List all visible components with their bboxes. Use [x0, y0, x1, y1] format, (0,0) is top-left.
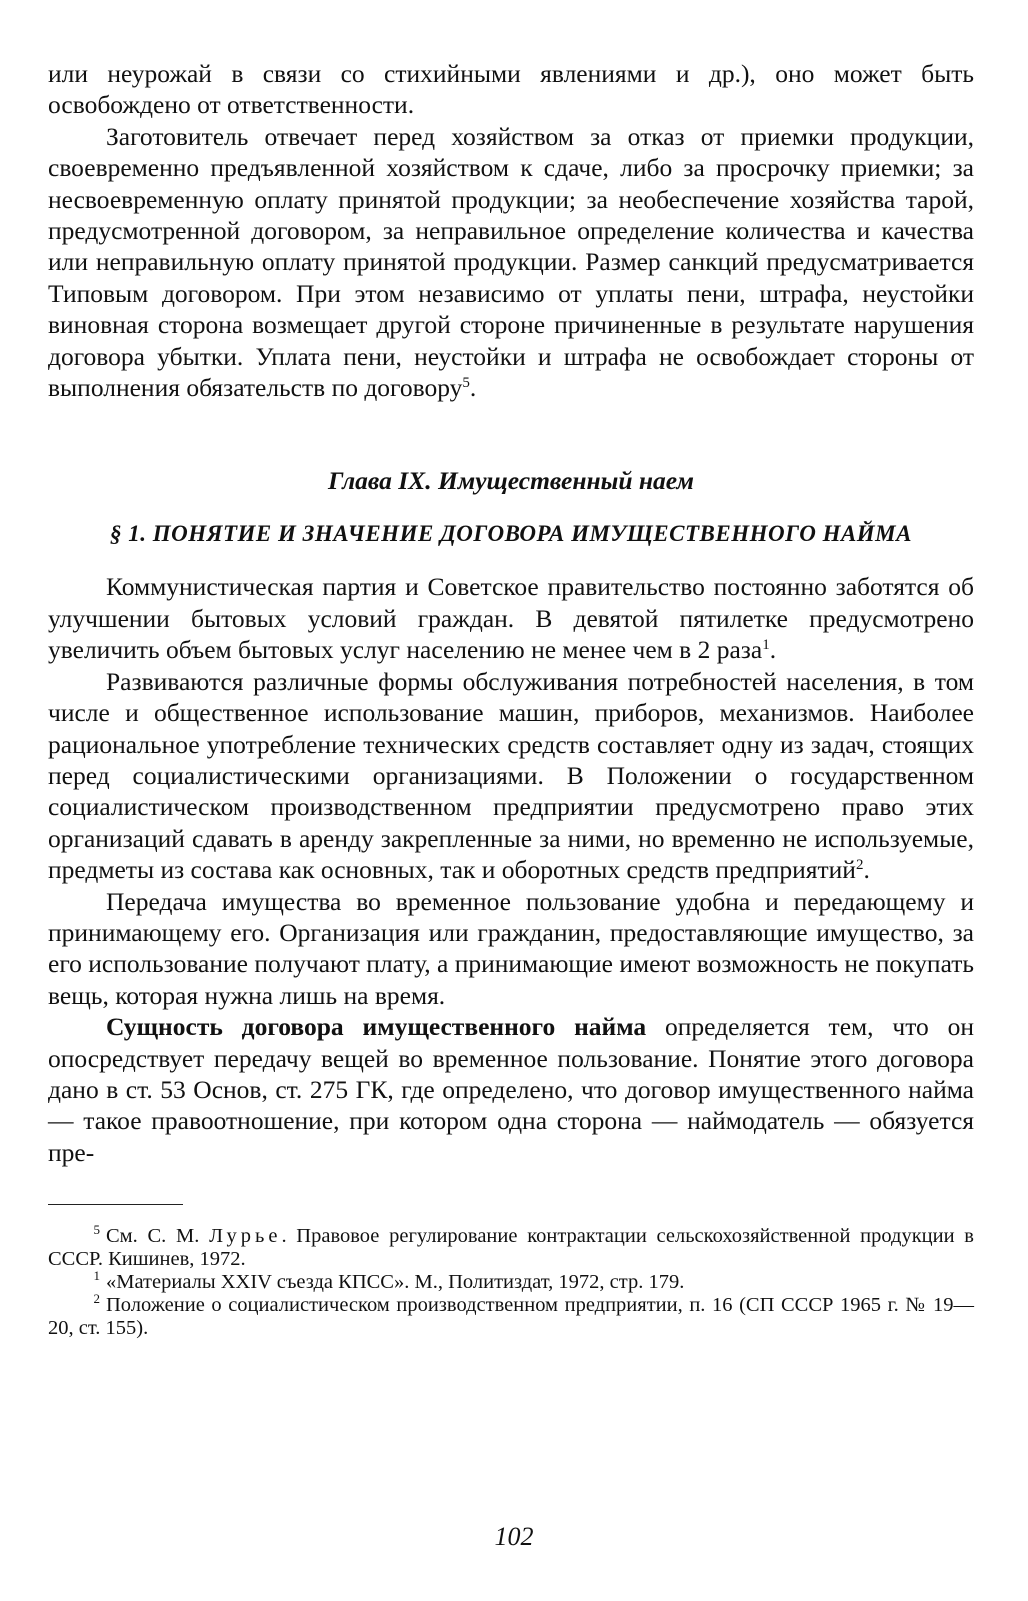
footnote-ref-1: 1 [762, 637, 770, 654]
paragraph-text: определяется тем, что он опосредствует передачу вещей во временное пользование. Понятие этого договора дано в ст. 53 Основ, ст. 275 ГК, где определено, что договор имущественного найма — такое правоотношение, при котором одна сторона — наймодатель — обязуется пре- [48, 1012, 974, 1167]
paragraph-text: Коммунистическая партия и Советское правительство постоянно заботятся об улучшении бытовых условий граждан. В девятой пятилетке предусмотрено увеличить объем бытовых услуг населению не менее чем в 2 раза [48, 572, 974, 665]
footnote-ref-2: 2 [855, 857, 864, 874]
footnote-1: $^1$ «Материалы XXIV съезда КПСС». М., Политиздат, 1972, стр. 179. [93, 1268, 685, 1294]
footnote-divider [48, 1204, 183, 1205]
chapter-title: Глава IX. Имущественный наем [328, 466, 694, 496]
footnote-5: $^5$ См. С. М. Лурье. Правовое регулирование контрактации сельскохозяйственной продукции в СССР. Кишинев, 1972. [48, 1222, 974, 1271]
paragraph-essence [48, 1011, 974, 1168]
footnote-ref-5: 5 [462, 375, 470, 392]
paragraph-continuation: или неурожай в связи со стихийными явлениями и др.), оно может быть освобождено от ответственности. [48, 59, 974, 120]
footnote-2: $^2$ Положение о социалистическом производственном предприятии, п. 16 (СП СССР 1965 г. № 19—20, ст. 155). [48, 1291, 974, 1340]
paragraph-procurer-liability: Заготовитель отвечает перед хозяйством за отказ от приемки продукции, своевременно предъявленной хозяйством к сдаче, либо за просрочку приемки; за несвоевременную оплату принятой продукции; за необеспечение хозяйства тарой, предусмотренной договором, за неправильное определение количества и качества или неправильную оплату принятой продукции. Размер санкций предусматривается Типовым договором. При этом независимо от уплаты пени, штрафа, неустойки виновная сторона возмещает другой стороне причиненные в результате нарушения договора убытки. Уплата пени, неустойки и штрафа не освобождает стороны от выполнения обязательств по договору$^5$. [48, 121, 974, 403]
page-content [48, 58, 974, 1340]
paragraph-text: Развиваются различные формы обслуживания потребностей населения, в том числе и общественное использование машин, приборов, механизмов. Наиболее рациональное употребление технических средств составляет одну из задач, стоящих перед социалистическими организациями. В Положении о государственном социалистическом производственном предприятии предусмотрено право этих организаций сдавать в аренду закрепленные за ними, но временно не используемые, предметы из состава как основных, так и оборотных средств предприятий [48, 666, 974, 885]
bold-term: Сущность договора имущественного найма [106, 1012, 647, 1042]
paragraph-communist-party: Коммунистическая партия и Советское правительство постоянно заботятся об улучшении бытовых условий граждан. В девятой пятилетке предусмотрено увеличить объем бытовых услуг населению не менее чем в 2 раза$^1$. [48, 572, 974, 665]
footnote-author: Лурье [209, 1225, 282, 1248]
paragraph-text: Заготовитель отвечает перед хозяйством за отказ от приемки продукции, своевременно предъявленной хозяйством к сдаче, либо за просрочку приемки; за несвоевременную оплату принятой продукции; за необеспечение хозяйства тарой, предусмотренной договором, за неправильное определение количества и качества или неправильную оплату принятой продукции. Размер санкций предусматривается Типовым договором. При этом независимо от уплаты пени, штрафа, неустойки виновная сторона возмещает другой стороне причиненные в результате нарушения договора убытки. Уплата пени, неустойки и штрафа не освобождает стороны от выполнения обязательств по договору [48, 121, 974, 403]
paragraph-service-forms: Развиваются различные формы обслуживания потребностей населения, в том числе и общественное использование машин, приборов, механизмов. Наиболее рациональное употребление технических средств составляет одну из задач, стоящих перед социалистическими организациями. В Положении о государственном социалистическом производственном предприятии предусмотрено право этих организаций сдавать в аренду закрепленные за ними, но временно не используемые, предметы из состава как основных, так и оборотных средств предприятий$^2$. [48, 666, 974, 885]
paragraph-transfer: Передача имущества во временное пользование удобна и передающему и принимающему его. Организация или гражданин, предоставляющие имущество, за его использование получают плату, а принимающие имеют возможность не покупать вещь, которая нужна лишь на время. [48, 886, 974, 1010]
page-number: 102 [494, 1522, 534, 1551]
section-title: § 1. ПОНЯТИЕ И ЗНАЧЕНИЕ ДОГОВОРА ИМУЩЕСТВЕННОГО НАЙМА [110, 521, 912, 547]
